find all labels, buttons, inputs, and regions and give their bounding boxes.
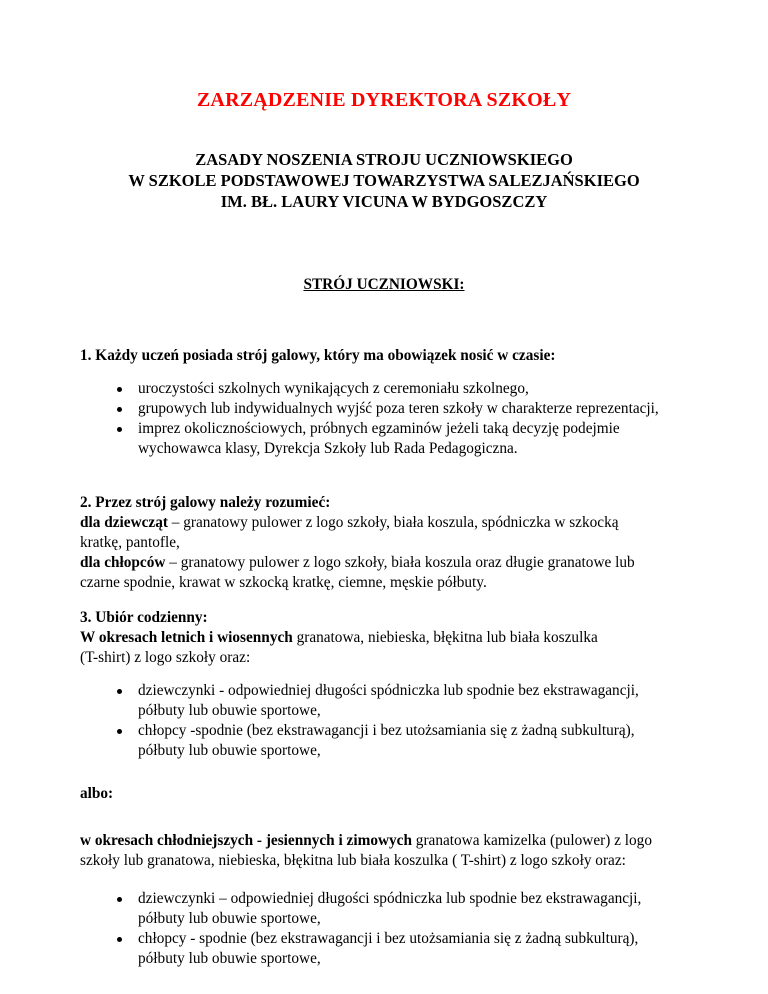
point1-list — [0, 379, 698, 459]
point3 — [80, 608, 720, 668]
subtitle-line-3: IM. BŁ. LAURY VICUNA W BYDGOSZCZY — [220, 192, 548, 211]
list-item — [0, 399, 698, 419]
list-item-text: dziewczynki – odpowiedniej długości spódniczka lub spodnie bez ekstrawagancji, — [138, 890, 642, 907]
document-subtitle — [0, 149, 768, 212]
document-title: ZARZĄDZENIE DYREKTORA SZKOŁY — [196, 89, 572, 111]
winter-label: w okresach chłodniejszych - jesiennych i zimowych — [80, 832, 412, 849]
list-item-text-continued: półbuty lub obuwie sportowe, — [138, 950, 321, 967]
boys-outfit-line-1 — [80, 553, 720, 573]
girls-label: dla dziewcząt — [80, 514, 168, 531]
subtitle-line-1: ZASADY NOSZENIA STROJU UCZNIOWSKIEGO — [195, 150, 573, 169]
bullet-icon — [117, 729, 122, 734]
list-item-text: chłopcy - spodnie (bez ekstrawagancji i bez utożsamiania się z żadną subkulturą), — [138, 930, 639, 947]
boys-text: – granatowy pulower z logo szkoły, biała koszula oraz długie granatowe lub — [165, 554, 635, 571]
summer-text: granatowa, niebieska, błękitna lub biała koszulka — [292, 629, 598, 646]
girls-text: – granatowy pulower z logo szkoły, biała koszula, spódniczka w szkocką — [167, 514, 619, 531]
summer-list — [0, 681, 698, 761]
point2 — [80, 493, 720, 593]
list-item-text: chłopcy -spodnie (bez ekstrawagancji i bez utożsamiania się z żadną subkulturą), — [138, 722, 635, 739]
bullet-icon — [117, 427, 122, 432]
list-item-text: grupowych lub indywidualnych wyjść poza teren szkoły w charakterze reprezentacji, — [138, 400, 659, 417]
list-item — [0, 681, 698, 721]
point1-heading: 1. Każdy uczeń posiada strój galowy, który ma obowiązek nosić w czasie: — [80, 347, 556, 364]
boys-label: dla chłopców — [80, 554, 166, 571]
winter-line-2: szkoły lub granatowa, niebieska, błękitna lub biała koszulka ( T-shirt) z logo szkoły oraz: — [80, 852, 626, 869]
winter-line-1 — [80, 831, 720, 851]
section-heading: STRÓJ UCZNIOWSKI: — [303, 276, 465, 293]
summer-label: W okresach letnich i wiosennych — [80, 629, 293, 646]
list-item-text: uroczystości szkolnych wynikających z ceremoniału szkolnego, — [138, 380, 529, 397]
list-item-text-continued: półbuty lub obuwie sportowe, — [138, 910, 321, 927]
list-item — [0, 721, 698, 761]
girls-outfit-line-1 — [80, 513, 720, 533]
girls-outfit-line-2: kratkę, pantofle, — [80, 534, 180, 551]
bullet-icon — [117, 937, 122, 942]
list-item-text: imprez okolicznościowych, próbnych egzaminów jeżeli taką decyzję podejmie — [138, 420, 620, 437]
list-item-text-continued: półbuty lub obuwie sportowe, — [138, 702, 321, 719]
subtitle-line-2: W SZKOLE PODSTAWOWEJ TOWARZYSTWA SALEZJAŃSKIEGO — [128, 171, 640, 190]
list-item-text: dziewczynki - odpowiedniej długości spódniczka lub spodnie bez ekstrawagancji, — [138, 682, 639, 699]
summer-line-1 — [80, 628, 720, 648]
bullet-icon — [117, 689, 122, 694]
point2-heading: 2. Przez strój galowy należy rozumieć: — [80, 494, 331, 511]
bullet-icon — [117, 407, 122, 412]
point3-heading: 3. Ubiór codzienny: — [80, 609, 208, 626]
albo-label: albo: — [80, 785, 114, 802]
summer-line-2: (T-shirt) z logo szkoły oraz: — [80, 649, 251, 666]
list-item-text-continued: półbuty lub obuwie sportowe, — [138, 742, 321, 759]
bullet-icon — [117, 897, 122, 902]
winter-intro — [80, 831, 720, 871]
winter-text: granatowa kamizelka (pulower) z logo — [411, 832, 652, 849]
list-item — [0, 929, 698, 969]
list-item — [0, 379, 698, 399]
winter-list — [0, 889, 698, 969]
list-item — [0, 889, 698, 929]
boys-outfit-line-2: czarne spodnie, krawat w szkocką kratkę, ciemne, męskie półbuty. — [80, 574, 487, 591]
list-item — [0, 419, 698, 459]
bullet-icon — [117, 387, 122, 392]
list-item-text-continued: wychowawca klasy, Dyrekcja Szkoły lub Rada Pedagogiczna. — [138, 440, 518, 457]
